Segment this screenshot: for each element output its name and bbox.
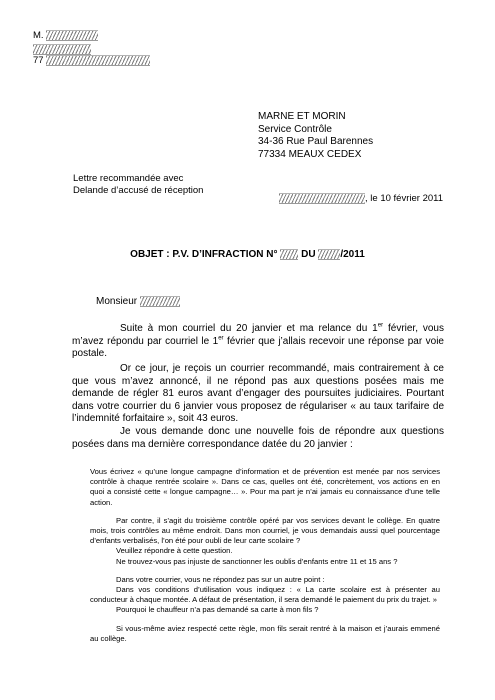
sender-postcode-prefix: 77 bbox=[33, 55, 44, 67]
date-text: , le 10 février 2011 bbox=[365, 193, 443, 205]
p1-part-b: février, vous m’avez répondu par courriel le 1 bbox=[72, 323, 444, 347]
salutation bbox=[96, 296, 180, 307]
quoted-correspondence bbox=[90, 467, 440, 644]
quote-paragraph-1: Vous écrivez « qu’une longue campagne d’information et de prévention est menée par nos services contrôle à chaque rentrée scolaire ». Dans ce cas, quelles ont été, concrètement, vos actions en en quoi a consisté cette « longue campagne… ». Pour ma part je n’ai jamais eu connaissance d’une telle action. bbox=[90, 467, 440, 507]
mailing-line-2: Delande d’accusé de réception bbox=[73, 185, 204, 196]
redacted-pv-date bbox=[318, 249, 340, 260]
paragraph-1 bbox=[72, 323, 444, 361]
subject-middle: DU bbox=[301, 249, 316, 261]
quote-line-3: Veuillez répondre à cette question. bbox=[116, 546, 233, 556]
recipient-line-2: Service Contrôle bbox=[258, 123, 332, 135]
sender-block bbox=[33, 30, 150, 67]
p1-part-c: février que j’allais recevoir une réponse par voie postale. bbox=[72, 335, 444, 359]
recipient-line-4: 77334 MEAUX CEDEX bbox=[258, 148, 362, 160]
subject-prefix: OBJET : P.V. D’INFRACTION N° bbox=[130, 249, 278, 261]
quote-paragraph-2: Par contre, il s’agit du troisième contrôle opéré par vos services devant le collège. En quatre mois, trois contrôles au même endroit. Dans mon courriel, je vous demandais aussi quel pourcentage d’enfants verbalisés, l’on été pour oubli de leur carte scolaire ? bbox=[90, 515, 440, 546]
redacted-city bbox=[46, 55, 150, 66]
sender-city-line bbox=[33, 55, 150, 67]
recipient-line-3: 34-36 Rue Paul Barennes bbox=[258, 136, 374, 147]
paragraph-3 bbox=[72, 426, 444, 451]
mailing-mention bbox=[73, 173, 203, 197]
redacted-recipient-name bbox=[140, 296, 180, 307]
p3-text: Je vous demande donc une nouvelle fois de répondre aux questions posées dans ma dernière correspondance datée du 20 janvier : bbox=[72, 426, 444, 450]
p1-sup-1: er bbox=[377, 322, 384, 329]
recipient-line-1: MARNE ET MORIN bbox=[258, 111, 346, 122]
sender-street-line bbox=[33, 42, 150, 55]
quote-paragraph-6: Dans vos conditions d’utilisation vous indiquez : « La carte scolaire est à présenter au conducteur à chaque montée. A défaut de présentation, il sera demandé le paiement du prix du trajet. » bbox=[90, 585, 440, 605]
sender-name-line bbox=[33, 30, 150, 42]
p2-text: Or ce jour, je reçois un courrier recommandé, mais contrairement à ce que vous m’avez annoncé, il ne répond pas aux questions posées mais me demande de régler 81 euros avant d’engager des poursuites judiciaires. Pourtant dans votre courrier du 6 janvier vous proposez de régulariser « au taux tarifaire de l’indemnité forfaitaire », soit 43 euros. bbox=[72, 363, 444, 424]
sender-name-prefix: M. bbox=[33, 30, 44, 42]
redacted-name bbox=[46, 30, 98, 41]
redacted-street bbox=[33, 44, 91, 55]
mailing-line-1: Lettre recommandée avec bbox=[73, 173, 184, 184]
subject-line bbox=[0, 249, 495, 260]
quote-line-7: Pourquoi le chauffeur n’a pas demandé sa carte à mon fils ? bbox=[116, 605, 319, 615]
salutation-text: Monsieur bbox=[96, 296, 138, 308]
subject-suffix: /2011 bbox=[340, 249, 365, 261]
redacted-place bbox=[279, 193, 365, 204]
p1-sup-2: er bbox=[218, 335, 224, 342]
quote-paragraph-8: Si vous-même aviez respecté cette règle, mon fils serait rentré à la maison et j’aurais emmené au collège. bbox=[90, 623, 440, 643]
recipient-address bbox=[258, 111, 373, 161]
quote-line-4: Ne trouvez-vous pas injuste de sanctionner les oublis d’enfants entre 11 et 15 ans ? bbox=[116, 556, 398, 566]
quote-line-5: Dans votre courrier, vous ne répondez pas sur un autre point : bbox=[116, 574, 325, 584]
p1-part-a: Suite à mon courriel du 20 janvier et ma relance du 1 bbox=[120, 323, 378, 334]
paragraph-2 bbox=[72, 363, 444, 426]
date-line bbox=[279, 193, 443, 204]
redacted-pv-number bbox=[280, 249, 298, 260]
